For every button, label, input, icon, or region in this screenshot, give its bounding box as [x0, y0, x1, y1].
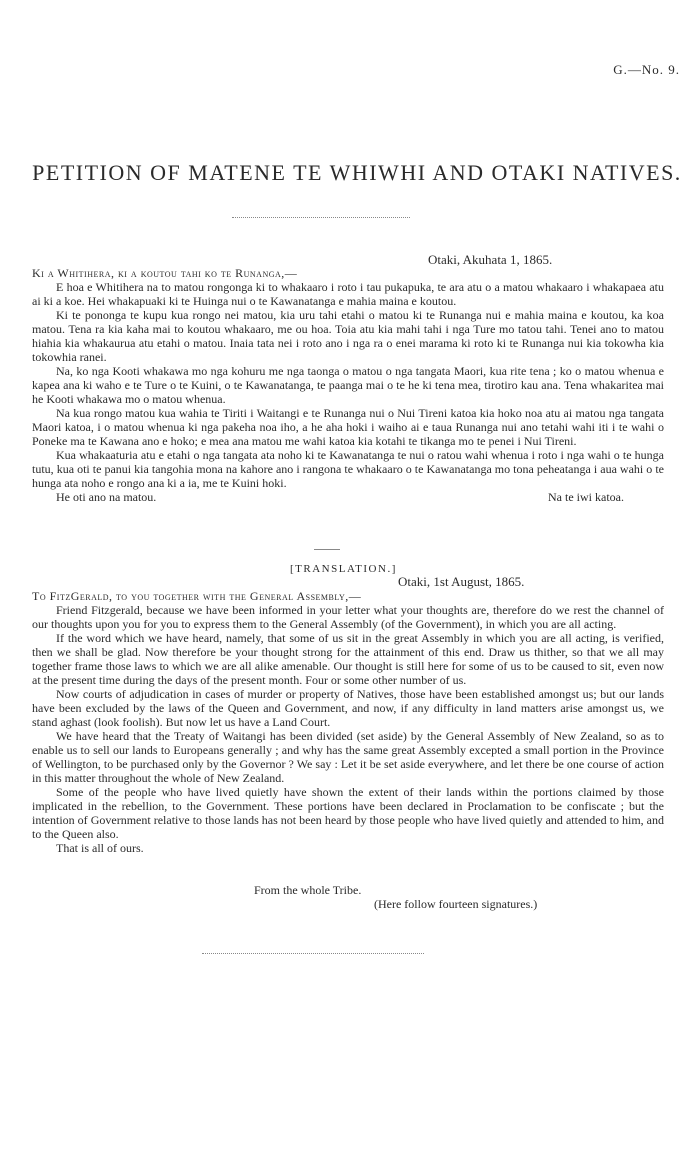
- footer-divider: [202, 953, 424, 954]
- from-tribe: From the whole Tribe.: [254, 883, 362, 897]
- page-title: PETITION OF MATENE TE WHIWHI AND OTAKI NATIVES.: [32, 160, 682, 185]
- section-divider: [314, 549, 340, 550]
- translation-paragraph: Some of the people who have lived quietly have shown the extent of their lands within the portions claimed by those implicated in the rebellion, to the Government. These portions have been declared in Proclamation to be confiscate ; but the intention of Government relative to those lands has not been heard by those people who have lived quietly and attended to him, and to the Queen also.: [32, 785, 664, 841]
- translation-paragraph: If the word which we have heard, namely, that some of us sit in the great Assembly in which you are all acting, is verified, then we shall be glad. Now therefore be your thought strong for the attainment of this end. Draw us thither, so that we all may together frame those laws to which we are all alike amenable. Our thought is still here for some of us to be caused to sit, even now at the present time during the days of the present month. Four or some other number of us.: [32, 631, 664, 687]
- maori-date: Otaki, Akuhata 1, 1865.: [428, 252, 553, 267]
- translation-label: [TRANSLATION.]: [290, 563, 397, 575]
- maori-paragraph: E hoa e Whitihera na to matou rongonga ki to whakaaro i roto i tau pukapuka, te ara atu o a matou whakaaro i whakapaea atu ai ki a koe. Hei whakapuaki ki te Huinga nui o te Kawanatanga e mahia maina e koutou.: [32, 280, 664, 308]
- maori-paragraph: Na kua rongo matou kua wahia te Tiriti i Waitangi e te Runanga nui o Nui Tireni katoa kia hoko noa atu ai matou nga tangata Maori katoa, i o matou whenua ki nga pakeha noa iho, a he aha hoki i waiho ai e taua Runanga nui ano tetahi wahi iti i te wahi o Poneke ma te Kawana ano e hoko; e mea ana matou me wahi katoa kia kotahi te tikanga mo te penei i Nui Tireni.: [32, 406, 664, 448]
- maori-paragraph: Ki te pononga te kupu kua rongo nei matou, kia uru tahi etahi o matou ki te Runanga nui e mahia maina e koutou, ka koa matou. Tena ra kia kaha mai to koutou whakaaro, me ou hoa. Toia atu kia mahi tahi i nga Ture mo tatou tahi. Tenei ano to matou hiahia kia whakaurua atu etahi o matou. Inaia tata nei i roto ano i nga ra o enei marama ki roto ki te Runanga nui kia tokowha kia tokowhia ranei.: [32, 308, 664, 364]
- maori-closing: He oti ano na matou.: [56, 490, 157, 504]
- translation-letter: [32, 589, 664, 855]
- translation-salutation: To FitzGerald, to you together with the General Assembly,—: [32, 589, 362, 603]
- maori-signature: Na te iwi katoa.: [548, 490, 624, 504]
- translation-paragraph: Friend Fitzgerald, because we have been informed in your letter what your thoughts are, therefore do we rest the channel of our thoughts upon you for you to express them to the General Assembly (of the Government), in which you are all acting.: [32, 603, 664, 631]
- translation-paragraph: We have heard that the Treaty of Waitangi has been divided (set aside) by the General Assembly of New Zealand, so as to enable us to sell our lands to Europeans generally ; and why has the same great Assembly excepted a small portion in the Province of Wellington, to be purchased only by the Governor ? We say : Let it be set aside everywhere, and let there be one course of action in this matter throughout the whole of New Zealand.: [32, 729, 664, 785]
- signatures-note: (Here follow fourteen signatures.): [374, 897, 538, 911]
- translation-date: Otaki, 1st August, 1865.: [398, 574, 525, 589]
- maori-letter: [32, 266, 664, 504]
- page-reference: G.—No. 9.: [613, 62, 680, 77]
- translation-closing: That is all of ours.: [56, 841, 144, 855]
- maori-paragraph: Kua whakaaturia atu e etahi o nga tangata ata noho ki te Kawanatanga te nui o ratou wahi whenua i roto i nga wahi o te hunga tutu, kua oti te panui kia tangohia mona na kahore ano i rangona te whakaaro o te Kawanatanga mo tona peheatanga i aua wahi o te hunga ata noho e rongo ana ki a ia, me te Kuini hoki.: [32, 448, 664, 490]
- maori-salutation: Ki a Whitihera, ki a koutou tahi ko te Runanga,—: [32, 266, 298, 280]
- translation-paragraph: Now courts of adjudication in cases of murder or property of Natives, those have been established amongst us; but our lands have been excluded by the laws of the Queen and Government, and now, if any difficulty in land matters arise amongst us, we stand aghast (look foolish). But now let us have a Land Court.: [32, 687, 664, 729]
- title-divider: [232, 217, 410, 218]
- maori-paragraph: Na, ko nga Kooti whakawa mo nga kohuru me nga taonga o matou o nga tangata Maori, kua rite tena ; ko o matou whenua e kapea ana ki waho e te Ture o te Kuini, o te Kawanatanga, te paanga mai o te he ki tena mea, tirotiro kau ana. Tena whakaritea mai he Kooti whakawa mo o matou whenua.: [32, 364, 664, 406]
- maori-closing-row: [32, 490, 664, 504]
